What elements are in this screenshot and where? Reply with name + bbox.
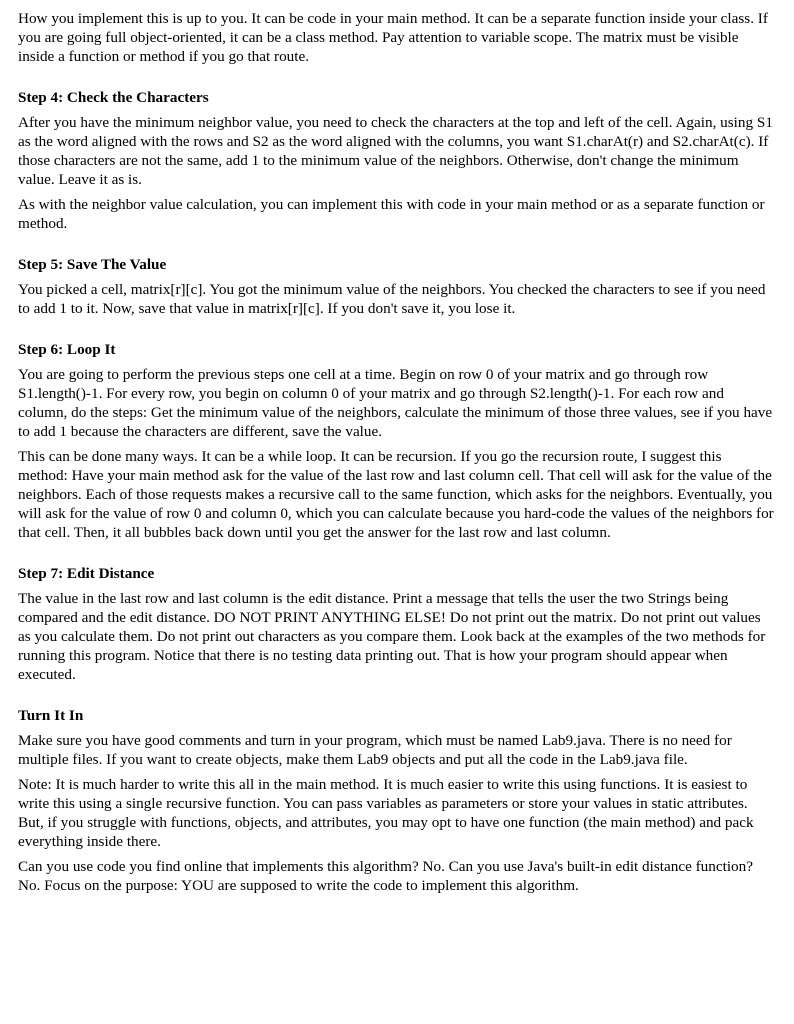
intro-paragraph: How you implement this is up to you. It can be code in your main method. It can be a separate function inside your class. If you are going full object-oriented, it can be a class method. Pay attention to variable scope. The matrix must be visible inside a function or method if you go that route. [18,10,768,65]
step-6-heading: Step 6: Loop It [18,341,116,358]
step-5-heading: Step 5: Save The Value [18,256,167,273]
step-6-paragraph-2: This can be done many ways. It can be a while loop. It can be recursion. If you go the recursion route, I suggest this method: Have your main method ask for the value of the last row and last column cell. That cell will ask for the value of the neighbors. Each of those requests makes a recursive call to the same function, which asks for the neighbors. Eventually, you will ask for the value of row 0 and column 0, which you can calculate because you hard-code the values of the neighbors for that cell. Then, it all bubbles back down until you get the answer for the last row and last column. [18,448,774,541]
turn-it-in-paragraph-1: Make sure you have good comments and turn in your program, which must be named Lab9.java. There is no need for multiple files. If you want to create objects, make them Lab9 objects and put all the code in the Lab9.java file. [18,732,732,768]
step-6-paragraph-1: You are going to perform the previous steps one cell at a time. Begin on row 0 of your matrix and go through row S1.length()-1. For every row, you begin on column 0 of your matrix and go through S2.length()-1. For each row and column, do the steps: Get the minimum value of the neighbors, calculate the minimum of those three values, see if you have to add 1 because the characters are different, save the value. [18,366,773,440]
turn-it-in-section [18,706,774,895]
step-4-section [18,88,774,233]
turn-it-in-paragraph-3: Can you use code you find online that implements this algorithm? No. Can you use Java's built-in edit distance function? No. Focus on the purpose: YOU are supposed to write the code to implement this algorithm. [18,858,753,894]
step-7-paragraph-1: The value in the last row and last column is the edit distance. Print a message that tells the user the two Strings being compared and the edit distance. DO NOT PRINT ANYTHING ELSE! Do not print out the matrix. Do not print out values as you calculate them. Do not print out characters as you compare them. Look back at the examples of the two methods for running this program. Notice that there is no testing data printing out. That is how your program should appear when executed. [18,590,766,683]
intro-section [18,9,774,66]
step-4-paragraph-2: As with the neighbor value calculation, you can implement this with code in your main method or as a separate function or method. [18,196,765,232]
step-6-section [18,340,774,542]
step-4-paragraph-1: After you have the minimum neighbor value, you need to check the characters at the top and left of the cell. Again, using S1 as the word aligned with the rows and S2 as the word aligned with the columns, you want S1.charAt(r) and S2.charAt(c). If those characters are not the same, add 1 to the minimum value of the neighbors. Otherwise, don't change the minimum value. Leave it as is. [18,114,773,188]
document-page [18,9,774,895]
step-7-section [18,564,774,684]
step-5-paragraph-1: You picked a cell, matrix[r][c]. You got the minimum value of the neighbors. You checked the characters to see if you need to add 1 to it. Now, save that value in matrix[r][c]. If you don't save it, you lose it. [18,281,766,317]
step-4-heading: Step 4: Check the Characters [18,89,209,106]
step-5-section [18,255,774,318]
turn-it-in-heading: Turn It In [18,707,84,724]
turn-it-in-paragraph-2: Note: It is much harder to write this all in the main method. It is much easier to write this using functions. It is easiest to write this using a single recursive function. You can pass variables as parameters or store your values in static attributes. But, if you struggle with functions, objects, and attributes, you may opt to have one function (the main method) and pack everything inside there. [18,776,754,850]
step-7-heading: Step 7: Edit Distance [18,565,155,582]
